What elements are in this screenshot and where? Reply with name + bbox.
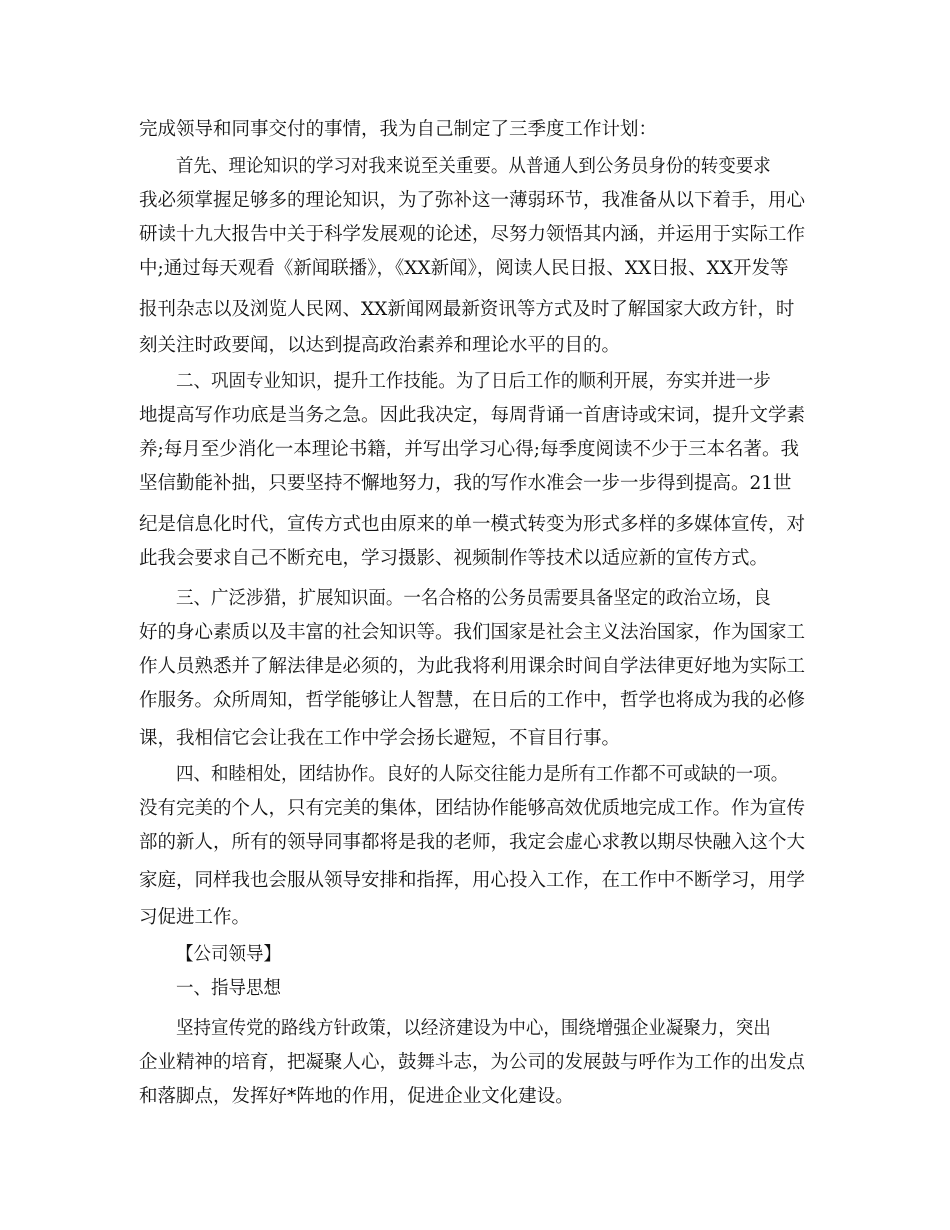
text-line: 没有完美的个人，只有完美的集体，团结协作能够高效优质地完成工作。作为宣传 — [139, 798, 806, 819]
section-heading: 【公司领导】 — [176, 944, 281, 965]
text-line: 课，我相信它会让我在工作中学会扬长避短，不盲目行事。 — [139, 728, 621, 749]
section-subheading: 一、指导思想 — [176, 978, 281, 999]
text-line: 刻关注时政要闻，以达到提高政治素养和理论水平的目的。 — [139, 335, 621, 356]
paragraph-first-line: 二、巩固专业知识，提升工作技能。为了日后工作的顺利开展，夯实并进一步 — [176, 371, 771, 392]
text-line: 养;每月至少消化一本理论书籍，并写出学习心得;每季度阅读不少于三本名著。我 — [139, 439, 799, 460]
text-line: 纪是信息化时代，宣传方式也由原来的单一模式转变为形式多样的多媒体宣传，对 — [139, 514, 806, 535]
text-line: 作服务。众所周知，哲学能够让人智慧，在日后的工作中，哲学也将成为我的必修 — [139, 690, 806, 711]
text-line: 习促进工作。 — [139, 907, 251, 928]
text-line: 部的新人，所有的领导同事都将是我的老师，我定会虚心求教以期尽快融入这个大 — [139, 832, 806, 853]
text-line: 作人员熟悉并了解法律是必须的，为此我将利用课余时间自学法律更好地为实际工 — [139, 656, 806, 677]
text-line: 好的身心素质以及丰富的社会知识等。我们国家是社会主义法治国家，作为国家工 — [139, 622, 806, 643]
text-line: 地提高写作功底是当务之急。因此我决定，每周背诵一首唐诗或宋词，提升文学素 — [139, 405, 806, 426]
text-line: 研读十九大报告中关于科学发展观的论述，尽努力领悟其内涵，并运用于实际工作 — [139, 224, 806, 245]
paragraph-first-line: 三、广泛涉猎，扩展知识面。一名合格的公务员需要具备坚定的政治立场，良 — [176, 588, 771, 609]
text-line: 和落脚点，发挥好*阵地的作用，促进企业文化建设。 — [139, 1086, 574, 1107]
text-line: 此我会要求自己不断充电，学习摄影、视频制作等技术以适应新的宣传方式。 — [139, 548, 769, 569]
paragraph-first-line: 坚持宣传党的路线方针政策，以经济建设为中心，围绕增强企业凝聚力，突出 — [176, 1018, 771, 1039]
text-line: 我必须掌握足够多的理论知识，为了弥补这一薄弱环节，我准备从以下着手，用心 — [139, 190, 806, 211]
paragraph-first-line: 首先、理论知识的学习对我来说至关重要。从普通人到公务员身份的转变要求 — [176, 156, 771, 177]
text-line: 中;通过每天观看《新闻联播》，《XX新闻》，阅读人民日报、XX日报、XX开发等 — [139, 258, 789, 279]
text-line: 家庭，同样我也会服从领导安排和指挥，用心投入工作，在工作中不断学习，用学 — [139, 870, 806, 891]
text-line: 坚信勤能补拙，只要坚持不懈地努力，我的写作水准会一步一步得到提高。21世 — [139, 473, 792, 494]
text-line: 完成领导和同事交付的事情，我为自己制定了三季度工作计划： — [139, 119, 658, 140]
text-line: 企业精神的培育，把凝聚人心，鼓舞斗志，为公司的发展鼓与呼作为工作的出发点 — [139, 1052, 806, 1073]
paragraph-first-line: 四、和睦相处，团结协作。良好的人际交往能力是所有工作都不可或缺的一项。 — [176, 764, 789, 785]
text-line: 报刊杂志以及浏览人民网、XX新闻网最新资讯等方式及时了解国家大政方针，时 — [139, 299, 795, 320]
